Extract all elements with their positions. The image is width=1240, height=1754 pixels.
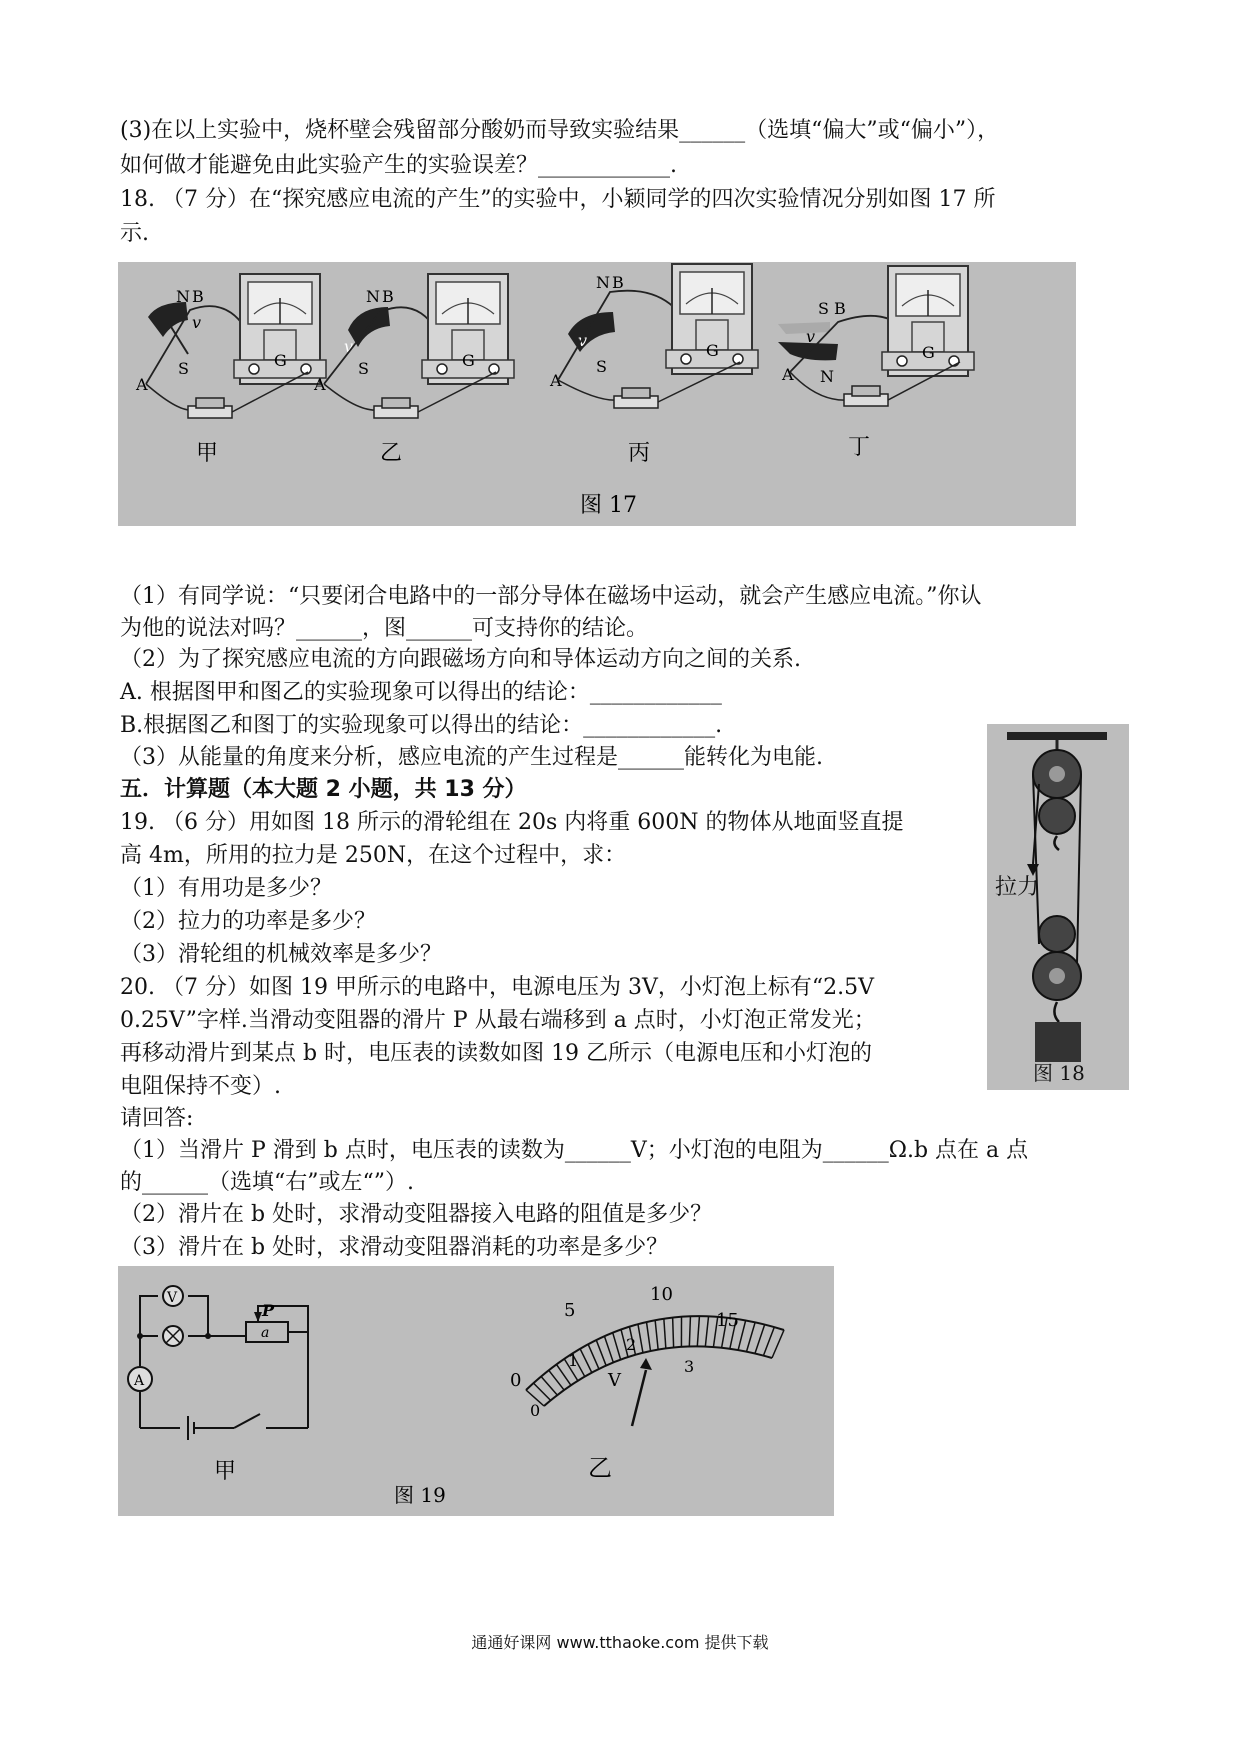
fig19-slider-a: a bbox=[261, 1325, 270, 1341]
q19-stem-line2: 高 4m，所用的拉力是 250N，在这个过程中，求： bbox=[120, 843, 627, 868]
fig17-yi-label: 乙 bbox=[380, 441, 403, 466]
fig17-bing-a: A bbox=[550, 371, 562, 390]
fig19-slider-p: P bbox=[262, 1301, 275, 1320]
dial-tick bbox=[534, 1383, 551, 1400]
q19-part2: （2）拉力的功率是多少？ bbox=[120, 909, 376, 934]
dial-tick bbox=[604, 1336, 613, 1362]
q18-stem-line2: 示. bbox=[120, 221, 149, 246]
q17-part3-line1: (3)在以上实验中，烧杯壁会残留部分酸奶而导致实验结果______（选填“偏大”或“偏小”）， bbox=[120, 118, 1000, 143]
dial-tick bbox=[747, 1322, 756, 1351]
q18-part1-line1: （1）有同学说：“只要闭合电路中的一部分导体在磁场中运动，就会产生感应电流。”你认 bbox=[120, 584, 982, 609]
q20-part1-line1: （1）当滑片 P 滑到 b 点时，电压表的读数为______V；小灯泡的电阻为______Ω.b 点在 a 点 bbox=[120, 1138, 1029, 1163]
q19-part1: （1）有用功是多少？ bbox=[120, 876, 332, 901]
fig17-bing-b: B bbox=[612, 273, 624, 292]
fig17-caption: 图 17 bbox=[580, 493, 637, 518]
dial-tick bbox=[613, 1333, 621, 1360]
q20-part1-line2: 的______（选填“右”或左“”）. bbox=[120, 1170, 414, 1195]
dial-tick bbox=[638, 1324, 643, 1353]
q19-part3: （3）滑轮组的机械效率是多少？ bbox=[120, 942, 442, 967]
dial-tick bbox=[755, 1325, 765, 1354]
q20-part3: （3）滑片在 b 处时，求滑动变阻器消耗的功率是多少？ bbox=[120, 1235, 669, 1260]
fig17-jia-label: 甲 bbox=[196, 441, 219, 466]
fig17-yi-g: G bbox=[462, 351, 475, 370]
fig17-jia-b: B bbox=[192, 287, 204, 306]
page-footer: 通通好课网 www.tthaoke.com 提供下载 bbox=[471, 1633, 769, 1652]
fig17-yi-b: B bbox=[382, 287, 394, 306]
fig19-left-label: 甲 bbox=[214, 1459, 237, 1484]
q20-stem-line3: 再移动滑片到某点 b 时，电压表的读数如图 19 乙所示（电源电压和小灯泡的 bbox=[120, 1041, 873, 1066]
q18-stem-line1: 18. （7 分）在“探究感应电流的产生”的实验中，小颖同学的四次实验情况分别如图 17 所 bbox=[120, 187, 996, 212]
fig17-bing-s: S bbox=[596, 357, 607, 376]
fig19-dial-unit: V bbox=[608, 1370, 621, 1391]
fig17-ding-b: B bbox=[834, 299, 846, 318]
q17-part3-line2: 如何做才能避免由此实验产生的实验误差？____________. bbox=[120, 153, 677, 178]
fig19-scale-inner-1: 1 bbox=[568, 1351, 579, 1370]
fig19-voltmeter-label: V bbox=[167, 1290, 178, 1306]
fig17-ding-n: N bbox=[820, 367, 834, 386]
q18-part3: （3）从能量的角度来分析，感应电流的产生过程是______能转化为电能. bbox=[120, 745, 823, 770]
q19-stem-line1: 19. （6 分）用如图 18 所示的滑轮组在 20s 内将重 600N 的物体从地面竖直提 bbox=[120, 810, 904, 835]
fig19-scale-inner-3: 3 bbox=[684, 1357, 695, 1376]
dial-tick bbox=[689, 1316, 690, 1346]
fig17-yi-v: v bbox=[344, 337, 354, 356]
fig19-scale-inner-0: 0 bbox=[530, 1401, 541, 1420]
fig17-yi-a: A bbox=[314, 375, 326, 394]
fig17-jia-a: A bbox=[136, 375, 148, 394]
q20-stem-line4: 电阻保持不变）. bbox=[120, 1074, 281, 1099]
fig19-circuit bbox=[140, 1296, 308, 1440]
fig19-scale-outer-5: 5 bbox=[564, 1300, 576, 1321]
fig19-scale-outer-10: 10 bbox=[650, 1284, 673, 1305]
fig17-panel-ding bbox=[778, 266, 974, 460]
fig17-ding-s: S bbox=[818, 299, 829, 318]
dial-tick bbox=[647, 1322, 651, 1351]
fig17-jia-v: v bbox=[192, 313, 202, 332]
q20-prompt: 请回答: bbox=[120, 1106, 194, 1131]
fig19-right-label: 乙 bbox=[588, 1454, 612, 1482]
fig17-ding-label: 丁 bbox=[848, 435, 871, 460]
dial-tick bbox=[772, 1330, 784, 1358]
q20-part2: （2）滑片在 b 处时，求滑动变阻器接入电路的阻值是多少？ bbox=[120, 1202, 713, 1227]
fig17-jia-g: G bbox=[274, 351, 287, 370]
fig17-jia-s: S bbox=[178, 359, 189, 378]
fig19-scale-outer-0: 0 bbox=[510, 1370, 522, 1391]
q18-part1-line2: 为他的说法对吗？______，图______可支持你的结论。 bbox=[120, 616, 649, 641]
dial-tick bbox=[738, 1320, 746, 1350]
fig17-ding-a: A bbox=[782, 365, 794, 384]
fig17-yi-s: S bbox=[358, 359, 369, 378]
fig17-yi-n: N bbox=[366, 287, 380, 306]
dial-tick bbox=[580, 1349, 592, 1373]
dial-tick bbox=[596, 1340, 606, 1365]
fig17-panel-bing bbox=[549, 264, 758, 466]
fig17-bing-v: v bbox=[578, 331, 588, 350]
q20-stem-line1: 20. （7 分）如图 19 甲所示的电路中，电源电压为 3V，小灯泡上标有“2.5V bbox=[120, 975, 874, 1000]
fig18-force-label: 拉力 bbox=[995, 875, 1040, 900]
fig19-caption: 图 19 bbox=[394, 1483, 446, 1507]
fig17-jia-n: N bbox=[176, 287, 190, 306]
fig17-ding-v: v bbox=[806, 327, 816, 346]
dial-tick bbox=[655, 1320, 658, 1349]
fig17-bing-g: G bbox=[706, 341, 719, 360]
dial-tick bbox=[763, 1327, 774, 1356]
dial-tick bbox=[705, 1316, 708, 1346]
figure-19 bbox=[118, 1266, 834, 1516]
fig17-panel-yi bbox=[313, 274, 514, 466]
dial-tick bbox=[673, 1318, 674, 1348]
dial-tick bbox=[588, 1344, 599, 1369]
q18-part2: （2）为了探究感应电流的方向跟磁场方向和导体运动方向之间的关系. bbox=[120, 647, 801, 672]
q18-part2-B: B.根据图乙和图丁的实验现象可以得出的结论：____________. bbox=[120, 713, 723, 738]
fig18-caption: 图 18 bbox=[1033, 1061, 1085, 1085]
dial-tick bbox=[664, 1319, 666, 1349]
section-5-heading: 五．计算题（本大题 2 小题，共 13 分） bbox=[120, 777, 527, 802]
q20-stem-line2: 0.25V”字样.当滑动变阻器的滑片 P 从最右端移到 a 点时，小灯泡正常发光； bbox=[120, 1008, 876, 1033]
fig19-dial bbox=[510, 1284, 784, 1426]
fig17-ding-g: G bbox=[922, 343, 935, 362]
fig19-scale-inner-2: 2 bbox=[626, 1335, 637, 1354]
figure-17 bbox=[118, 262, 1076, 526]
dial-tick bbox=[697, 1316, 699, 1346]
fig19-ammeter-label: A bbox=[134, 1373, 145, 1389]
fig19-scale-outer-15: 15 bbox=[716, 1310, 739, 1331]
q18-part2-A: A. 根据图甲和图乙的实验现象可以得出的结论：____________ bbox=[120, 680, 722, 705]
figure-18 bbox=[987, 724, 1129, 1090]
fig17-bing-n: N bbox=[596, 273, 610, 292]
fig17-bing-label: 丙 bbox=[628, 441, 651, 466]
fig17-panel-jia bbox=[135, 274, 326, 466]
